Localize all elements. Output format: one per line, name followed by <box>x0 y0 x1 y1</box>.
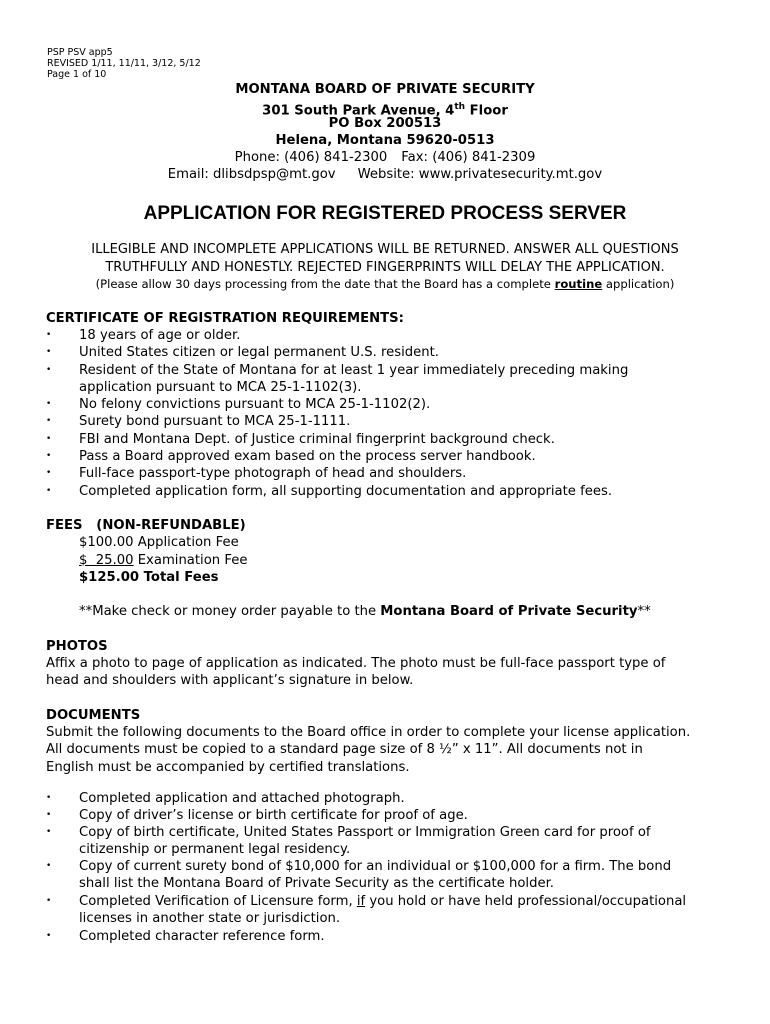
document-item <box>46 790 766 807</box>
exam-fee <box>79 552 247 569</box>
document-item <box>46 893 766 927</box>
requirement-item <box>46 362 766 396</box>
bullet-icon: • <box>46 399 52 409</box>
bullet-icon: • <box>46 416 52 426</box>
requirement-item <box>46 465 766 482</box>
photos-line-1: Affix a photo to page of application as indicated. The photo must be full-face passport type of <box>46 656 666 671</box>
document-item <box>46 928 766 945</box>
requirement-text-cont: application pursuant to MCA 25-1-1102(3). <box>79 380 362 395</box>
requirement-text: United States citizen or legal permanent U.S. resident. <box>79 345 439 360</box>
requirement-text: Completed application form, all supporting documentation and appropriate fees. <box>79 484 613 499</box>
requirement-text: Pass a Board approved exam based on the process server handbook. <box>79 449 536 464</box>
documents-line-2: All documents must be copied to a standard page size of 8 ½” x 11”. All documents not in <box>46 742 643 757</box>
document-item <box>46 807 766 824</box>
city-state-zip: Helena, Montana 59620-0513 <box>275 133 495 148</box>
document-text: Completed character reference form. <box>79 929 325 944</box>
requirement-text: 18 years of age or older. <box>79 328 241 343</box>
address-street: 301 South Park Avenue, 4 <box>262 103 455 119</box>
document-text-cont: citizenship or permanent legal residency. <box>79 842 351 857</box>
bullet-icon: • <box>46 468 52 478</box>
bullet-icon: • <box>46 451 52 461</box>
document-text: Completed Verification of Licensure form, <box>79 894 357 909</box>
requirement-item <box>46 431 766 448</box>
document-text-emphasis: if <box>356 894 366 909</box>
document-text-cont: shall list the Montana Board of Private Security as the certificate holder. <box>79 876 554 891</box>
payable-payee: Montana Board of Private Security <box>380 604 638 619</box>
payable-note <box>79 603 651 620</box>
document-text-end: you hold or have held professional/occupational <box>365 894 687 909</box>
phone: Phone: (406) 841-2300 <box>234 150 388 165</box>
fax: Fax: (406) 841-2309 <box>401 150 536 165</box>
bullet-icon: • <box>46 793 52 803</box>
address-ordinal: th <box>454 102 466 112</box>
board-name: MONTANA BOARD OF PRIVATE SECURITY <box>235 82 535 97</box>
po-box: PO Box 200513 <box>328 116 442 131</box>
exam-fee-amount: $ 25.00 <box>79 553 134 568</box>
photos-heading: PHOTOS <box>46 639 108 654</box>
warning-line-1: ILLEGIBLE AND INCOMPLETE APPLICATIONS WILL BE RETURNED. ANSWER ALL QUESTIONS <box>91 242 679 257</box>
note-text-end: application) <box>602 277 675 291</box>
note-emphasis: routine <box>554 277 603 291</box>
fees-heading: FEES (NON-REFUNDABLE) <box>46 518 246 533</box>
documents-line-1: Submit the following documents to the Board office in order to complete your license application. <box>46 725 691 740</box>
requirement-item <box>46 483 766 500</box>
phone-fax-line <box>0 150 770 167</box>
warning-line-2: TRUTHFULLY AND HONESTLY. REJECTED FINGERPRINTS WILL DELAY THE APPLICATION. <box>105 260 665 275</box>
requirement-text: Surety bond pursuant to MCA 25-1-1111. <box>79 414 351 429</box>
bullet-icon: • <box>46 347 52 357</box>
note-text: (Please allow 30 days processing from the date that the Board has a complete <box>95 277 555 291</box>
page-number: Page 1 of 10 <box>47 69 107 80</box>
payable-text-end: ** <box>637 604 651 619</box>
bullet-icon: • <box>46 931 52 941</box>
bullet-icon: • <box>46 330 52 340</box>
bullet-icon: • <box>46 486 52 496</box>
photos-line-2: head and shoulders with applicant’s signature in below. <box>46 673 414 688</box>
email: Email: dlibsdpsp@mt.gov <box>167 167 336 182</box>
address-floor: Floor <box>465 103 508 119</box>
total-fees: $125.00 Total Fees <box>79 570 219 585</box>
document-title: APPLICATION FOR REGISTERED PROCESS SERVER <box>143 203 627 224</box>
requirements-heading: CERTIFICATE OF REGISTRATION REQUIREMENTS: <box>46 311 404 326</box>
requirement-item <box>46 448 766 465</box>
email-website-line <box>0 167 770 184</box>
bullet-icon: • <box>46 827 52 837</box>
payable-text: **Make check or money order payable to the <box>79 604 381 619</box>
documents-line-3: English must be accompanied by certified translations. <box>46 760 410 775</box>
revision-dates: REVISED 1/11, 11/11, 3/12, 5/12 <box>47 58 201 69</box>
document-text-cont: licenses in another state or jurisdiction. <box>79 911 341 926</box>
requirement-item <box>46 396 766 413</box>
documents-heading: DOCUMENTS <box>46 708 141 723</box>
bullet-icon: • <box>46 434 52 444</box>
document-text: Copy of driver’s license or birth certificate for proof of age. <box>79 808 468 823</box>
document-item <box>46 858 766 892</box>
processing-note <box>0 276 770 292</box>
document-text: Completed application and attached photograph. <box>79 791 405 806</box>
document-item <box>46 824 766 858</box>
requirement-item <box>46 413 766 430</box>
bullet-icon: • <box>46 861 52 871</box>
requirement-item <box>46 327 766 344</box>
requirement-text: Full-face passport-type photograph of head and shoulders. <box>79 466 467 481</box>
bullet-icon: • <box>46 365 52 375</box>
requirement-text: Resident of the State of Montana for at least 1 year immediately preceding making <box>79 363 629 378</box>
document-text: Copy of current surety bond of $10,000 for an individual or $100,000 for a firm. The bond <box>79 859 672 874</box>
requirement-text: No felony convictions pursuant to MCA 25-1-1102(2). <box>79 397 431 412</box>
requirement-item <box>46 344 766 361</box>
document-text: Copy of birth certificate, United States Passport or Immigration Green card for proof of <box>79 825 651 840</box>
form-id: PSP PSV app5 <box>47 47 113 58</box>
bullet-icon: • <box>46 896 52 906</box>
exam-fee-label: Examination Fee <box>133 553 248 568</box>
requirement-text: FBI and Montana Dept. of Justice criminal fingerprint background check. <box>79 432 555 447</box>
application-fee: $100.00 Application Fee <box>79 535 239 550</box>
website: Website: www.privatesecurity.mt.gov <box>357 167 603 182</box>
bullet-icon: • <box>46 810 52 820</box>
